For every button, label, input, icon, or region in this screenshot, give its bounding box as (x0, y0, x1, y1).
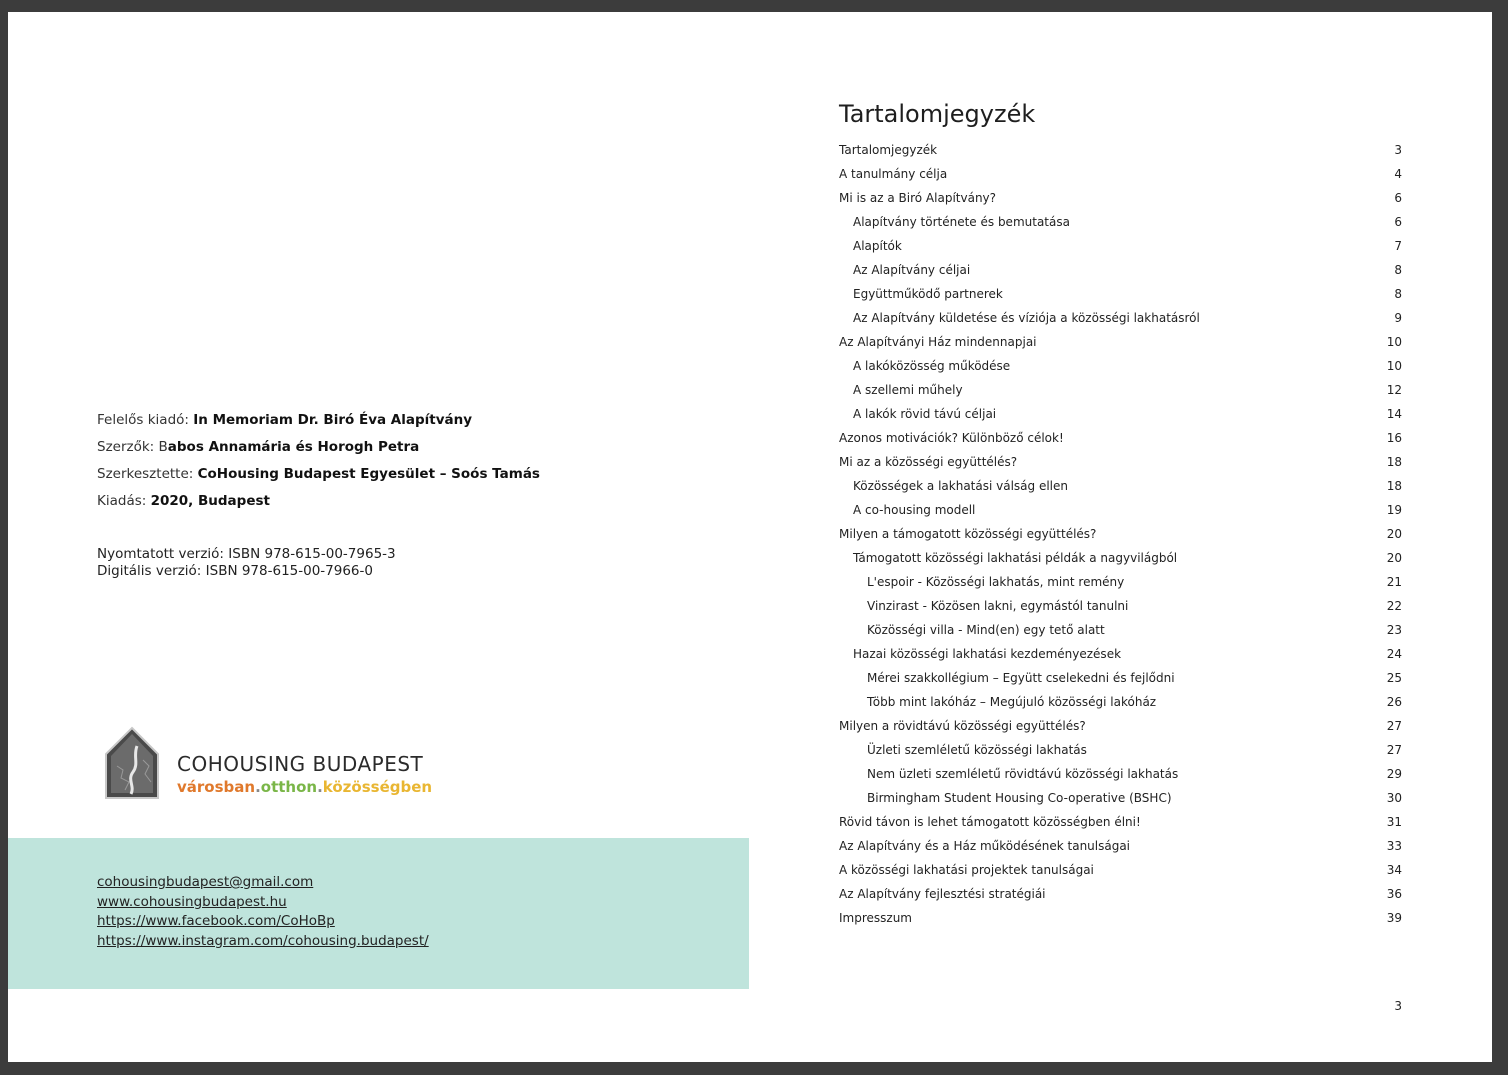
toc-entry[interactable] (839, 258, 1404, 282)
house-map-icon (103, 726, 161, 802)
toc-entry[interactable] (839, 162, 1404, 186)
toc-entry-page: 19 (1386, 503, 1402, 517)
toc-entry-page: 26 (1386, 695, 1402, 709)
toc-entry-label: Alapítvány története és bemutatása (853, 215, 1070, 229)
toc-entry[interactable] (839, 306, 1404, 330)
left-page (8, 12, 750, 1062)
toc-entry-label: A közösségi lakhatási projektek tanulságai (839, 863, 1094, 877)
toc-entry[interactable] (839, 426, 1404, 450)
toc-entry[interactable] (839, 138, 1404, 162)
toc-entry[interactable] (839, 762, 1404, 786)
toc-entry[interactable] (839, 330, 1404, 354)
toc-entry-label: Az Alapítvány küldetése és víziója a közösségi lakhatásról (853, 311, 1200, 325)
toc-entry[interactable] (839, 402, 1404, 426)
logo-title: COHOUSING BUDAPEST (177, 752, 424, 776)
toc-entry-page: 10 (1386, 359, 1402, 373)
isbn-block (97, 546, 396, 580)
toc-entry-label: Birmingham Student Housing Co-operative (BSHC) (867, 791, 1172, 805)
toc-entry-page: 20 (1386, 527, 1402, 541)
toc-entry-label: Milyen a támogatott közösségi együttélés? (839, 527, 1097, 541)
toc-entry-label: Hazai közösségi lakhatási kezdeményezések (853, 647, 1122, 661)
toc-entry[interactable] (839, 618, 1404, 642)
toc-entry-page: 18 (1386, 455, 1402, 469)
toc-entry[interactable] (839, 210, 1404, 234)
toc-entry-label: Az Alapítvány fejlesztési stratégiái (839, 887, 1046, 901)
toc-entry-page: 39 (1386, 911, 1402, 925)
toc-entry-label: Mérei szakkollégium – Együtt cselekedni és fejlődni (867, 671, 1175, 685)
toc-entry[interactable] (839, 906, 1404, 930)
toc-entry-page: 31 (1386, 815, 1402, 829)
toc-entry-label: Üzleti szemléletű közösségi lakhatás (867, 743, 1087, 757)
toc-entry[interactable] (839, 354, 1404, 378)
toc-entry[interactable] (839, 738, 1404, 762)
toc-entry-page: 23 (1386, 623, 1402, 637)
toc-entry[interactable] (839, 186, 1404, 210)
toc-entry[interactable] (839, 834, 1404, 858)
toc-entry-page: 12 (1386, 383, 1402, 397)
toc-entry-label: Mi is az a Biró Alapítvány? (839, 191, 997, 205)
toc-title: Tartalomjegyzék (839, 100, 1036, 128)
toc-entry-page: 24 (1386, 647, 1402, 661)
toc-entry-page: 9 (1394, 311, 1402, 325)
toc-entry-label: Impresszum (839, 911, 912, 925)
toc-entry-page: 34 (1386, 863, 1402, 877)
toc-entry-page: 10 (1386, 335, 1402, 349)
toc-entry-page: 27 (1386, 719, 1402, 733)
document-spread (8, 12, 1492, 1062)
toc-entry-label: Nem üzleti szemléletű rövidtávú közösségi lakhatás (867, 767, 1179, 781)
toc-entry[interactable] (839, 666, 1404, 690)
page-number: 3 (1394, 999, 1402, 1013)
imprint (97, 410, 540, 518)
isbn-digital: Digitális verzió: ISBN 978-615-00-7966-0 (97, 563, 373, 579)
imprint-edition: Kiadás: 2020, Budapest (97, 493, 270, 509)
email-link[interactable]: cohousingbudapest@gmail.com (97, 874, 314, 890)
toc-entry-label: Az Alapítvány céljai (853, 263, 971, 277)
toc-entry-label: A tanulmány célja (839, 167, 948, 181)
toc-entry-page: 6 (1394, 215, 1402, 229)
toc-entry[interactable] (839, 570, 1404, 594)
logo-tagline: városban.otthon.közösségben (177, 778, 433, 796)
toc-entry-label: Rövid távon is lehet támogatott közösségben élni! (839, 815, 1141, 829)
toc-entry[interactable] (839, 474, 1404, 498)
toc-entry-page: 30 (1386, 791, 1402, 805)
facebook-link[interactable]: https://www.facebook.com/CoHoBp (97, 913, 335, 929)
toc-entry-page: 18 (1386, 479, 1402, 493)
toc-entry-page: 8 (1394, 287, 1402, 301)
toc-entry[interactable] (839, 498, 1404, 522)
toc-entry[interactable] (839, 450, 1404, 474)
toc-entry-page: 29 (1386, 767, 1402, 781)
toc-entry-page: 33 (1386, 839, 1402, 853)
toc-entry-label: Milyen a rövidtávú közösségi együttélés? (839, 719, 1086, 733)
toc-entry-page: 6 (1394, 191, 1402, 205)
toc-entry-label: A co-housing modell (853, 503, 976, 517)
toc-entry[interactable] (839, 690, 1404, 714)
toc-entry-page: 8 (1394, 263, 1402, 277)
toc-entry-page: 22 (1386, 599, 1402, 613)
cohousing-logo (103, 726, 433, 806)
toc-entry[interactable] (839, 882, 1404, 906)
right-page (750, 12, 1492, 1062)
toc-entry[interactable] (839, 522, 1404, 546)
toc-entry-page: 4 (1394, 167, 1402, 181)
toc-entry-label: A lakóközösség működése (853, 359, 1011, 373)
toc-entry[interactable] (839, 858, 1404, 882)
toc-entry[interactable] (839, 282, 1404, 306)
toc-entry-label: Alapítók (853, 239, 902, 253)
isbn-print: Nyomtatott verzió: ISBN 978-615-00-7965-3 (97, 546, 396, 562)
toc-entry[interactable] (839, 714, 1404, 738)
toc-entry-label: L'espoir - Közösségi lakhatás, mint remény (867, 575, 1125, 589)
imprint-editor: Szerkesztette: CoHousing Budapest Egyesület – Soós Tamás (97, 466, 540, 482)
toc-entry[interactable] (839, 378, 1404, 402)
contact-box (8, 838, 749, 989)
toc-entry-page: 27 (1386, 743, 1402, 757)
toc-entry[interactable] (839, 594, 1404, 618)
instagram-link[interactable]: https://www.instagram.com/cohousing.budapest/ (97, 932, 429, 949)
toc-entry[interactable] (839, 234, 1404, 258)
toc-entry-page: 25 (1386, 671, 1402, 685)
toc-entry-page: 7 (1394, 239, 1402, 253)
toc-entry-label: Támogatott közösségi lakhatási példák a nagyvilágból (853, 551, 1178, 565)
toc-entry-label: Közösségi villa - Mind(en) egy tető alatt (867, 623, 1105, 637)
toc-entry[interactable] (839, 642, 1404, 666)
toc-entry-label: A lakók rövid távú céljai (853, 407, 997, 421)
toc-entry-label: Azonos motivációk? Különböző célok! (839, 431, 1064, 445)
toc-entry-label: Tartalomjegyzék (839, 143, 938, 157)
toc-entry-label: Az Alapítvány és a Ház működésének tanulságai (839, 839, 1131, 853)
toc-entry-label: Több mint lakóház – Megújuló közösségi lakóház (867, 695, 1157, 709)
table-of-contents (839, 138, 1404, 930)
toc-entry-label: Mi az a közösségi együttélés? (839, 455, 1018, 469)
toc-entry-page: 36 (1386, 887, 1402, 901)
imprint-authors: Szerzők: Babos Annamária és Horogh Petra (97, 439, 420, 455)
toc-entry-page: 20 (1386, 551, 1402, 565)
toc-entry[interactable] (839, 786, 1404, 810)
toc-entry-page: 14 (1386, 407, 1402, 421)
toc-entry-page: 3 (1394, 143, 1402, 157)
toc-entry-label: Együttműködő partnerek (853, 287, 1003, 301)
toc-entry-label: Vinzirast - Közösen lakni, egymástól tanulni (867, 599, 1129, 613)
toc-entry-label: A szellemi műhely (853, 383, 963, 397)
toc-entry-label: Az Alapítványi Ház mindennapjai (839, 335, 1037, 349)
toc-entry[interactable] (839, 546, 1404, 570)
imprint-publisher: Felelős kiadó: In Memoriam Dr. Biró Éva Alapítvány (97, 412, 473, 428)
toc-entry[interactable] (839, 810, 1404, 834)
toc-entry-label: Közösségek a lakhatási válság ellen (853, 479, 1068, 493)
toc-entry-page: 16 (1386, 431, 1402, 445)
website-link[interactable]: www.cohousingbudapest.hu (97, 893, 287, 910)
contact-links (97, 873, 429, 951)
toc-entry-page: 21 (1386, 575, 1402, 589)
